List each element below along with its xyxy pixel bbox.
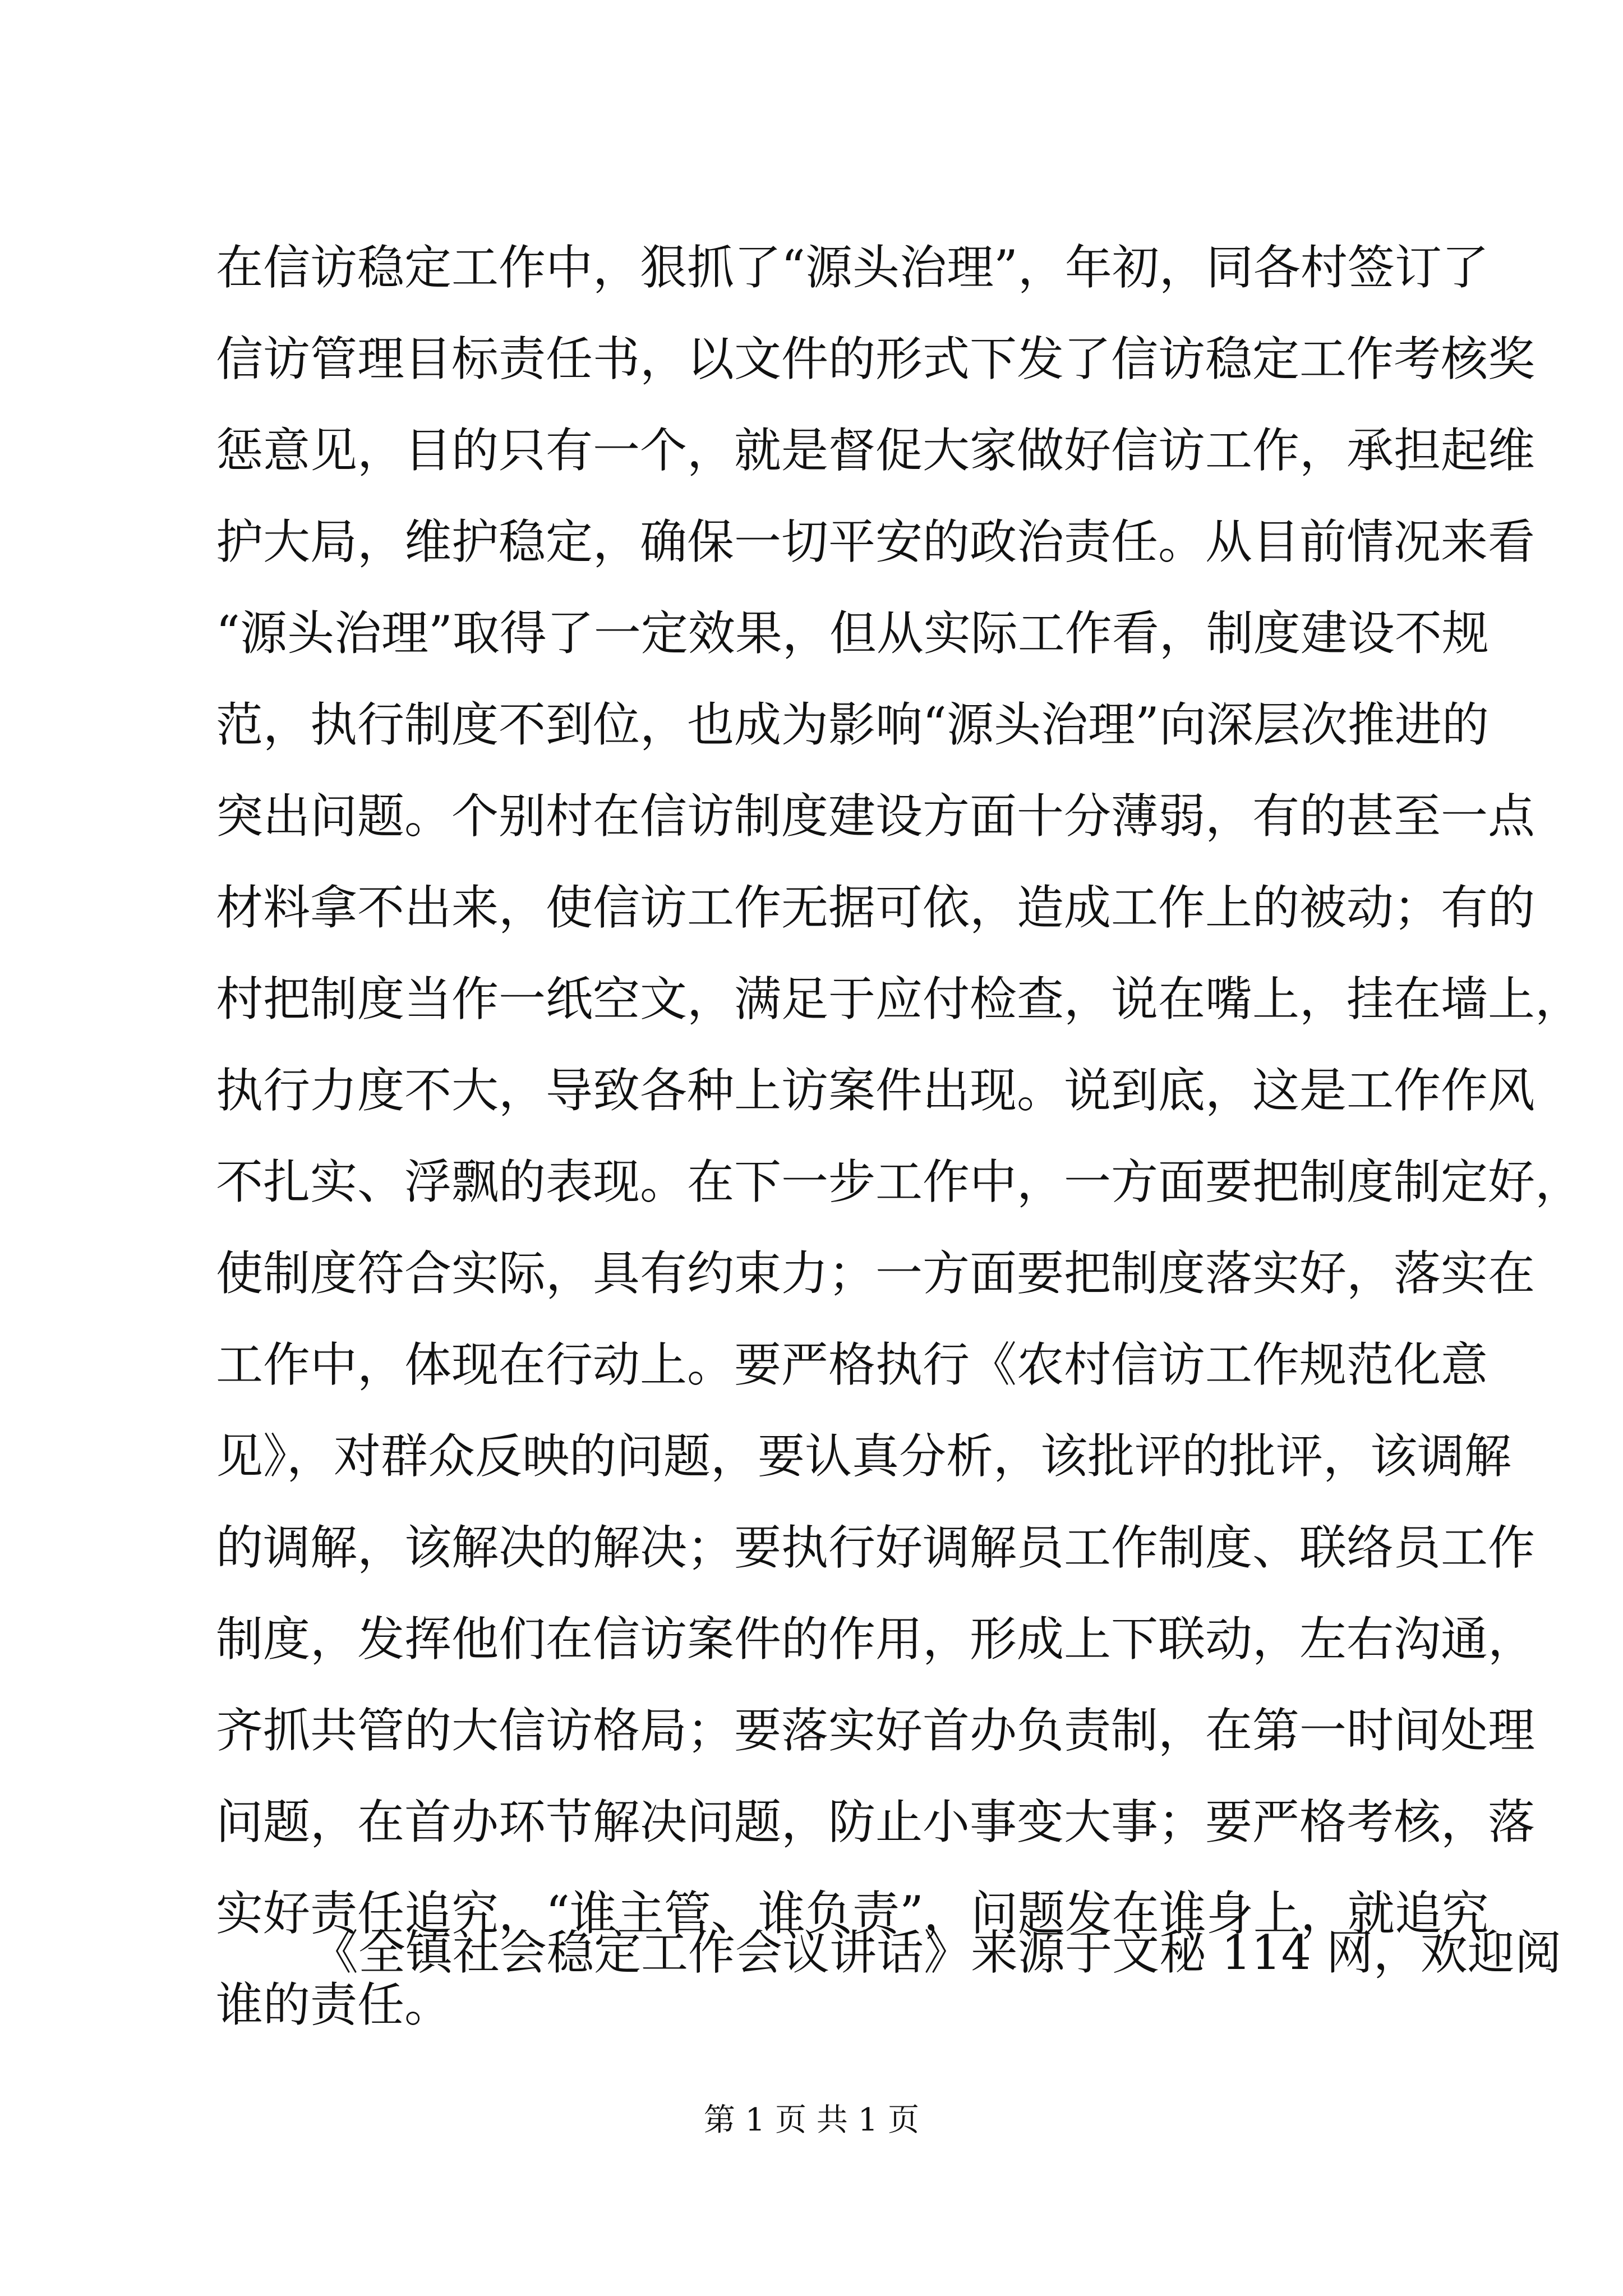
paragraph-line: 执行力度不大，导致各种上访案件出现。说到底，这是工作作风 (216, 1063, 1536, 1118)
paragraph-line: 工作中，体现在行动上。要严格执行《农村信访工作规范化意 (216, 1337, 1488, 1392)
paragraph-line: 见》，对群众反映的问题，要认真分析，该批评的批评，该调解 (216, 1429, 1512, 1484)
page-footer (0, 2098, 1623, 2143)
closing-paragraph (216, 1907, 1562, 1999)
paragraph-line: 材料拿不出来，使信访工作无据可依，造成工作上的被动；有的 (216, 880, 1536, 935)
paragraph-line: 惩意见，目的只有一个，就是督促大家做好信访工作，承担起维 (216, 423, 1536, 478)
closing-line: 《全镇社会稳定工作会议讲话》来源于文秘 114 网，欢迎阅 (311, 1925, 1562, 1980)
paragraph-line: 使制度符合实际，具有约束力；一方面要把制度落实好，落实在 (216, 1246, 1536, 1301)
paragraph-line: 齐抓共管的大信访格局；要落实好首办负责制，在第一时间处理 (216, 1703, 1536, 1758)
paragraph-line: 不扎实、浮飘的表现。在下一步工作中，一方面要把制度制定好， (216, 1154, 1583, 1209)
paragraph-line: 的调解，该解决的解决；要执行好调解员工作制度、联络员工作 (216, 1520, 1536, 1575)
paragraph-line: 问题，在首办环节解决问题，防止小事变大事；要严格考核，落 (216, 1795, 1536, 1849)
paragraph-line: 村把制度当作一纸空文，满足于应付检查，说在嘴上，挂在墙上， (216, 972, 1583, 1027)
paragraph-line: 制度，发挥他们在信访案件的作用，形成上下联动，左右沟通， (216, 1612, 1536, 1667)
paragraph-line: 信访管理目标责任书，以文件的形式下发了信访稳定工作考核奖 (216, 332, 1536, 386)
body-paragraph (216, 222, 1583, 2051)
page-number: 第 1 页 共 1 页 (703, 2102, 920, 2138)
paragraph-line: 护大局，维护稳定，确保一切平安的政治责任。从目前情况来看 (216, 514, 1536, 569)
paragraph-line: “源头治理”取得了一定效果，但从实际工作看，制度建设不规 (216, 606, 1489, 661)
paragraph-line: 范，执行制度不到位，也成为影响“源头治理”向深层次推进的 (216, 697, 1489, 752)
paragraph-line: 实好责任追究，“谁主管、谁负责”，问题发在谁身上，就追究 (216, 1886, 1489, 1941)
paragraph-line: 突出问题。个别村在信访制度建设方面十分薄弱，有的甚至一点 (216, 789, 1536, 844)
paragraph-line: 在信访稳定工作中，狠抓了“源头治理”，年初，同各村签订了 (216, 240, 1489, 295)
paragraph-line: 谁的责任。 (216, 1977, 452, 2032)
